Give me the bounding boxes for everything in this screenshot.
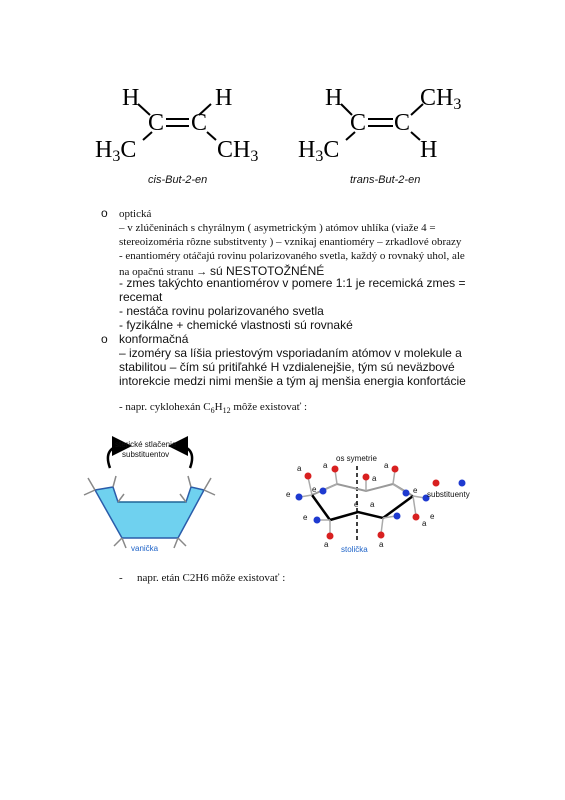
cis-carbon-right: C	[191, 110, 208, 136]
substituents-label: substituenty	[427, 490, 470, 499]
optical-sans-line-3: - nestáča rovinu polarizovaného svetla	[119, 304, 324, 318]
optical-line-2: stereoizoméria rôzne substitventy ) – vznikaj enantioméry – zrkadlové obrazy	[119, 236, 462, 248]
trans-carbon-left: C	[350, 110, 367, 136]
cis-h-top-left: H	[122, 85, 140, 111]
trans-caption: trans-But-2-en	[350, 174, 421, 186]
list-bullet-conformational: o	[101, 332, 108, 346]
trans-h-top-left: H	[325, 85, 343, 111]
optical-sans-line-4: - fyzikálne + chemické vlastnosti sú rovnaké	[119, 318, 353, 332]
ethane-dash: -	[119, 572, 123, 584]
trans-h3c-group: $H_3C$	[298, 137, 340, 165]
axial-label: a	[372, 474, 377, 483]
equatorial-label: e	[430, 512, 435, 521]
optical-line-1: – v zlúčeninách s chyrálnym ( asymetrickým ) atómov uhlíka (viaže 4 =	[119, 222, 436, 234]
optical-sans-line-1: - zmes takýchto enantiomérov v pomere 1:1 je recemická zmes =	[119, 276, 466, 290]
chair-label: stolička	[341, 545, 368, 554]
boat-label: vanička	[131, 544, 159, 553]
optical-heading: optická	[119, 208, 152, 220]
axial-label: a	[323, 461, 328, 470]
equatorial-label: e	[286, 490, 291, 499]
list-bullet-optical: o	[101, 206, 108, 220]
cis-caption: cis-But-2-en	[148, 174, 208, 186]
axial-label: a	[384, 461, 389, 470]
conformational-heading: konformačná	[119, 332, 189, 346]
optical-line-4: na opačnú stranu → sú NESTOTOŽNÉNÉ	[119, 264, 325, 278]
axial-label: a	[297, 464, 302, 473]
conformational-line-3: intorekcie medzi nimi menšie a tým aj menšia energia konfortácie	[119, 374, 466, 388]
cis-carbon-left: C	[148, 110, 165, 136]
axial-label: a	[379, 540, 384, 549]
trans-h-bottom-right: H	[420, 137, 438, 163]
symmetry-axis-label: os symetrie	[336, 454, 377, 463]
trans-ch3-group: $CH_3$	[420, 85, 462, 113]
cis-ch3-group: $CH_3$	[217, 137, 259, 165]
equatorial-label: e	[354, 500, 359, 509]
axial-label: a	[422, 519, 427, 528]
optical-line-3: - enantioméry otáčajú rovinu polarizovaného svetla, každý o rovnaký uhol, ale	[119, 250, 465, 262]
steric-label-line-2: substituentov	[122, 450, 170, 459]
equatorial-label: e	[312, 485, 317, 494]
conformational-line-1: – izoméry sa líšia priestovým vsporiadaním atómov v molekule a	[119, 346, 462, 360]
ethane-text: napr. etán C2H6 môže existovať :	[137, 572, 286, 584]
optical-sans-line-2: recemat	[119, 290, 163, 304]
equatorial-label: e	[303, 513, 308, 522]
cis-h-top-right: H	[215, 85, 233, 111]
steric-label-line-1: sterické stlačenie	[115, 440, 177, 449]
cis-h3c-group: $H_3C$	[95, 137, 137, 165]
axial-label: a	[370, 500, 375, 509]
cyclohexane-note: - napr. cyklohexán $C_6H_{12}$ môže existovať :	[119, 401, 308, 416]
conformational-line-2: stabilitou – čím sú pritiľahké H vzdialenejšie, tým sú neväzbové	[119, 360, 455, 374]
equatorial-label: e	[413, 486, 418, 495]
trans-carbon-right: C	[394, 110, 411, 136]
axial-label: a	[324, 540, 329, 549]
